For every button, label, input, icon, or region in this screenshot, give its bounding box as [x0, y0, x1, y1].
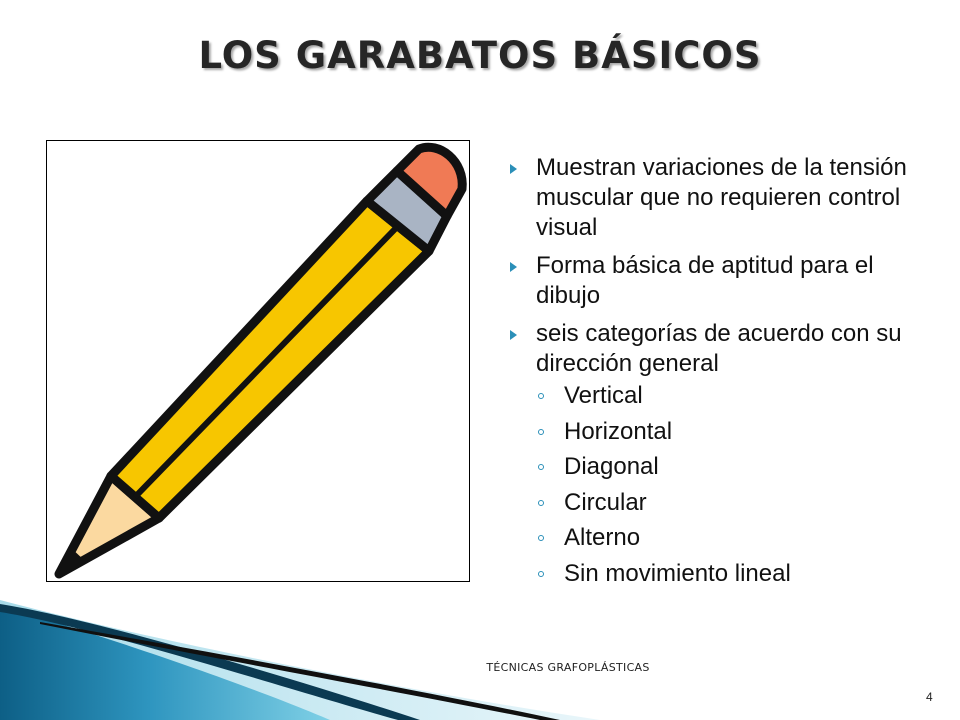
sub-bullet-text: Diagonal	[564, 453, 659, 480]
circle-bullet-icon	[538, 535, 544, 541]
sub-bullet-text: Alterno	[564, 524, 641, 551]
sub-list-item	[536, 488, 908, 518]
pencil-icon	[47, 141, 469, 581]
circle-bullet-icon	[538, 393, 544, 399]
sub-bullet-text: Circular	[564, 488, 647, 516]
list-item	[508, 319, 908, 589]
bullet-list	[508, 153, 908, 597]
sub-bullet-text: Horizontal	[564, 417, 673, 445]
slide-title: LOS GARABATOS BÁSICOS	[198, 34, 762, 77]
sub-list-item	[536, 559, 908, 589]
sub-list-item	[536, 381, 908, 411]
triangle-bullet-icon	[510, 262, 517, 272]
triangle-bullet-icon	[510, 330, 517, 340]
bullet-text: seis categorías de acuerdo con su dirección general	[536, 320, 902, 377]
bullet-text: Muestran variaciones de la tensión muscular que no requieren control visual	[536, 154, 907, 241]
circle-bullet-icon	[538, 500, 544, 506]
triangle-bullet-icon	[510, 164, 517, 174]
sub-list-item	[536, 523, 908, 553]
bullet-text: Forma básica de aptitud para el dibujo	[536, 252, 874, 309]
sub-bullet-text: Sin movimiento lineal	[564, 559, 791, 587]
circle-bullet-icon	[538, 571, 544, 577]
sub-list-item	[536, 452, 908, 482]
slide-footer: TÉCNICAS GRAFOPLÁSTICAS	[486, 661, 650, 674]
circle-bullet-icon	[538, 464, 544, 470]
pencil-picture	[46, 140, 470, 582]
list-item	[508, 153, 908, 243]
list-item	[508, 251, 908, 311]
circle-bullet-icon	[538, 429, 544, 435]
sub-bullet-list	[536, 381, 908, 589]
sub-list-item	[536, 417, 908, 447]
sub-bullet-text: Vertical	[564, 382, 643, 409]
page-number: 4	[926, 690, 933, 704]
